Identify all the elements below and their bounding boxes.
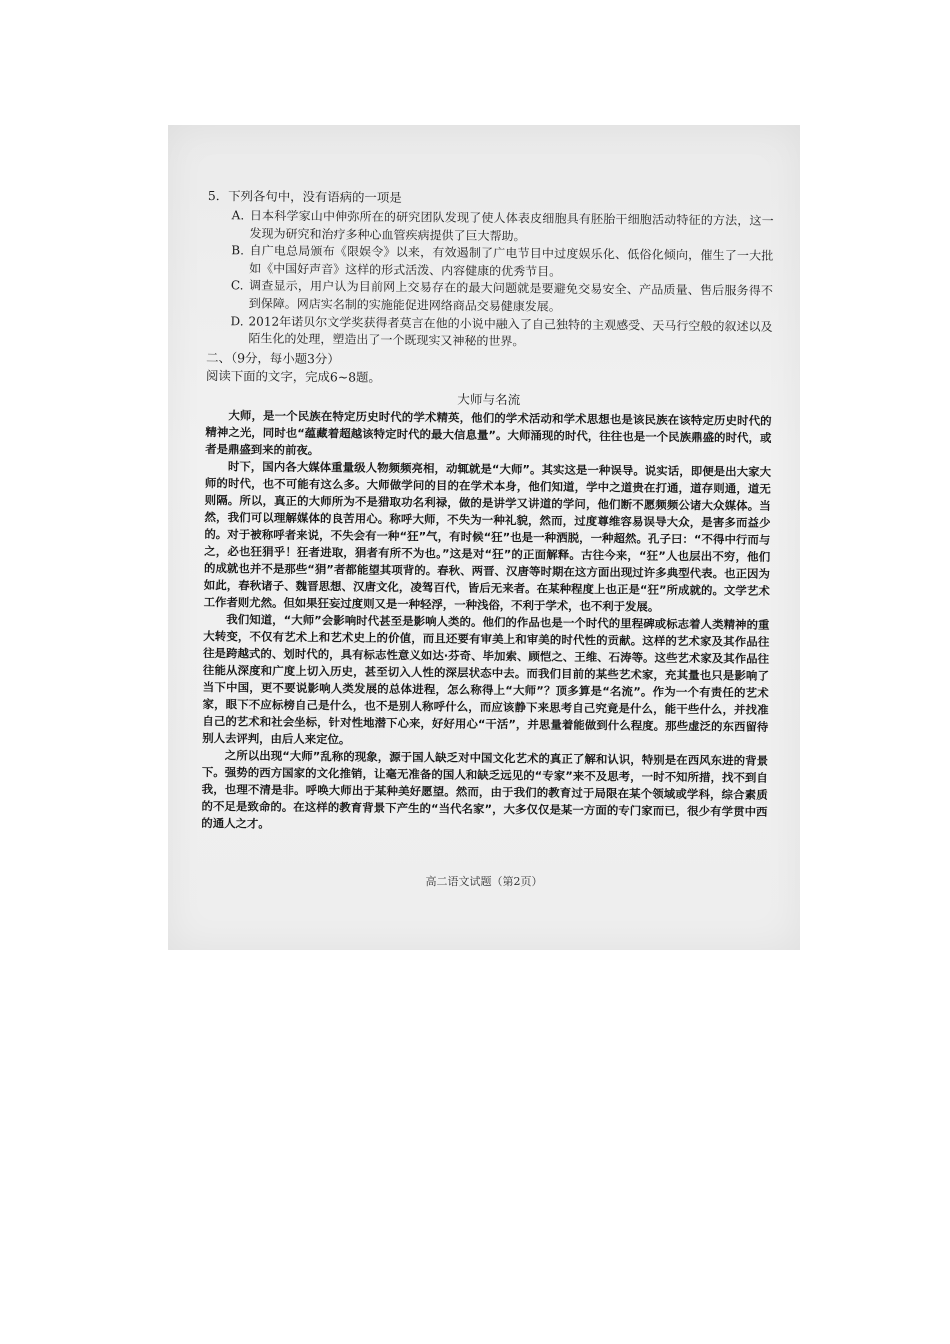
article-paragraph-2: 时下，国内各大媒体重量级人物频频亮相，动辄就是“大师”。其实这是一种误导。说实话，即便是出大家大师的时代，也不可能有这么多。大师做学问的目的在学术本身，他们知道，学中之道贵在打通，道存则通，道无则隔。所以，真正的大师所为不是猎取功名利禄，做的是讲学又讲道的学问，他们断不愿频频公诸大众媒体。当然，我们可以理解媒体的良苦用心。称呼大师，不失为一种礼貌，然而，过度尊维容易误导大众，是害多而益少的。对于被称呼者来说，不失会有一种“狂”气，有时候“狂”也是一种洒脱，一种超然。孔子曰：“不得中行而与之，必也狂狷乎！狂者进取，狷者有所不为也。”这是对“狂”的正面解释。古往今来，“狂”人也层出不穷，他们的成就也并不是那些“狷”者都能望其项背的。春秋、两晋、汉唐等时期在这方面出现过许多典型代表。也正因为如此，春秋诸子、魏晋思想、汉唐文化，凌驾百代，皆后无来者。在某种程度上也正是“狂”所成就的。文学艺术工作者则尤然。但如果狂妄过度则又是一种轻浮，一种浅俗，不利于学术，也不利于发展。: [203, 458, 772, 614]
scanned-exam-page: [168, 125, 800, 950]
option-label: D.: [230, 313, 244, 328]
option-text: 2012年诺贝尔文学奖获得者莫言在他的小说中融入了自己独特的主观感受、天马行空般的叙述以及陌生化的处理，塑造出了一个既现实又神秘的世界。: [248, 313, 773, 349]
question-5-option-d: [224, 313, 772, 354]
question-5-option-a: [225, 207, 773, 248]
option-label: A.: [231, 208, 245, 223]
option-text: 自广电总局颁布《限娱令》以来，有效遏制了广电节目中过度娱乐化、低俗化倾向，催生了一大批如《中国好声音》这样的形式活泼、内容健康的优秀节目。: [249, 243, 774, 279]
option-label: C.: [230, 278, 244, 293]
option-text: 调查显示，用户认为目前网上交易存在的最大问题就是要避免交易安全、产品质量、售后服务得不到保障。网店实名制的实施能促进网络商品交易健康发展。: [248, 278, 774, 314]
article-paragraph-3: 我们知道，“大师”会影响时代甚至是影响人类的。他们的作品也是一个时代的里程碑或标志着人类精神的重大转变，不仅有艺术上和艺术史上的价值，而且还要有审美上和审美的时代性的贡献。这样的艺术家及其作品往往是跨越式的、划时代的，具有标志性意义如达·芬奇、毕加索、顾恺之、王维、石涛等。这些艺术家及其作品往往能从深度和广度上切入历史，甚至切入人性的深层状态中去。而我们目前的某些艺术家，充其量也只是影响了当下中国，更不要说影响人类发展的总体进程，怎么称得上“大师”？顶多算是“名流”。作为一个有责任的艺术家，眼下不应标榜自己是什么，也不是别人称呼什么，而应该静下来思考自己究竟是什么，能干些什么，并找准自己的艺术和社会坐标，针对性地潜下心来，好好用心“干活”，并思量着能做到什么程度。那些虚泛的东西留待别人去评判，由后人来定位。: [202, 611, 770, 747]
page-footer: 高二语文试题（第2页）: [425, 875, 543, 888]
question-5-option-c: [225, 278, 773, 319]
question-5-option-b: [225, 242, 773, 283]
article-paragraph-1: 大师，是一个民族在特定历史时代的学术精英，他们的学术活动和学术思想也是该民族在该特定历史时代的精神之光，同时也“蕴藏着超越该特定时代的最大信息量”。大师涌现的时代，往往也是一个民族鼎盛的时代，或者是鼎盛到来的前夜。: [205, 407, 772, 457]
option-text: 日本科学家山中伸弥所在的研究团队发现了使人体表皮细胞具有胚胎干细胞活动特征的方法，这一发现为研究和治疗多种心血管疾病提供了巨大帮助。: [249, 208, 774, 243]
question-5-stem: 5．下列各句中，没有语病的一项是: [207, 187, 402, 206]
exam-content: [201, 187, 774, 838]
reading-instruction: 阅读下面的文字，完成6~8题。: [205, 367, 381, 385]
article-paragraph-4: 之所以出现“大师”乱称的现象，源于国人缺乏对中国文化艺术的真正了解和认识，特别是在西风东进的背景下。强势的西方国家的文化推销，让毫无准备的国人和缺乏远见的“专家”来不及思考，一时不知所措，找不到自我，也理不清是非。呼唤大师出于某种美好愿望。然而，由于我们的教育过于局限在某个领域或学科，综合素质的不足是致命的。在这样的教育背景下产生的“当代名家”，大多仅仅是某一方面的专门家而已，很少有学贯中西的通人之才。: [201, 747, 769, 831]
section-2-header: 二、（9分，每小题3分）: [206, 349, 340, 367]
article-title: 大师与名流: [457, 391, 521, 408]
option-label: B.: [231, 243, 245, 258]
